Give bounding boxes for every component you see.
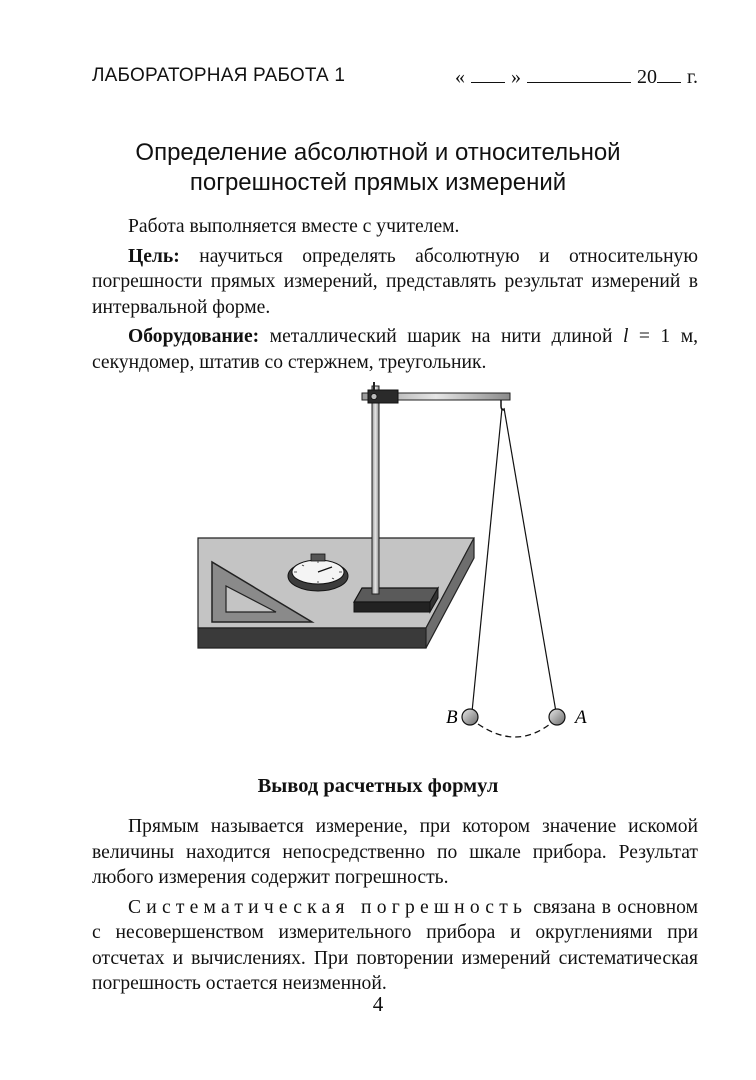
label-a: A — [575, 707, 587, 728]
string-to-a — [504, 408, 556, 712]
date-open-quote: « — [455, 65, 466, 88]
ball-position-a — [549, 709, 565, 725]
string-to-b — [472, 408, 502, 712]
goal-text: научиться определять абсолютную и относительную погрешности прямых измерений, представлять результат измерений в интервальной форме. — [92, 245, 698, 318]
pendulum-setup-figure — [190, 372, 610, 752]
clamp-knob — [371, 394, 377, 400]
day-blank — [471, 64, 505, 83]
page-number: 4 — [372, 992, 384, 1016]
section-body — [92, 814, 698, 997]
title-line-2: погрешностей прямых измерений — [189, 169, 567, 196]
systematic-error-paragraph — [92, 895, 698, 997]
date-close-quote: » — [511, 65, 522, 88]
equipment-text-1: металлический шарик на нити длиной — [259, 326, 623, 347]
ball-position-b — [462, 709, 478, 725]
intro-block — [92, 214, 698, 375]
title-line-1: Определение абсолютной и относительной — [135, 139, 621, 166]
intro-note: Работа выполняется вместе с учителем. — [128, 216, 460, 237]
direct-measurement-paragraph: Прямым называется измерение, при котором значение искомой величины находится непосредственно по шкале прибора. Результат любого измерения содержит погрешность. — [92, 816, 698, 888]
swing-arc — [478, 724, 550, 737]
month-blank — [527, 64, 631, 83]
systematic-error-text: связана в основном с несовершенством измерительного прибора и округлениями при отсчетах и вычислениях. При повторении измерений систематическая погрешность остается неизменной. — [92, 896, 698, 994]
year-prefix: 20 — [637, 65, 658, 88]
stand-base — [354, 588, 438, 612]
length-variable: l — [622, 326, 629, 347]
systematic-error-term: Систематическая погрешность — [128, 896, 528, 918]
date-field — [455, 64, 698, 89]
page-header — [92, 64, 698, 88]
year-blank — [657, 64, 681, 83]
goal-label: Цель: — [128, 245, 180, 267]
equipment-text-2: = 1 м, секундомер, штатив со стержнем, треугольник. — [92, 326, 698, 373]
equipment-paragraph — [92, 324, 698, 375]
goal-paragraph — [92, 244, 698, 321]
stand-rod — [372, 386, 379, 594]
section-heading: Вывод расчетных формул — [257, 775, 499, 797]
year-suffix: г. — [687, 65, 698, 88]
equipment-label: Оборудование: — [128, 326, 260, 347]
page-title — [60, 138, 696, 198]
label-b: B — [446, 707, 458, 728]
lab-title: ЛАБОРАТОРНАЯ РАБОТА 1 — [92, 65, 346, 86]
